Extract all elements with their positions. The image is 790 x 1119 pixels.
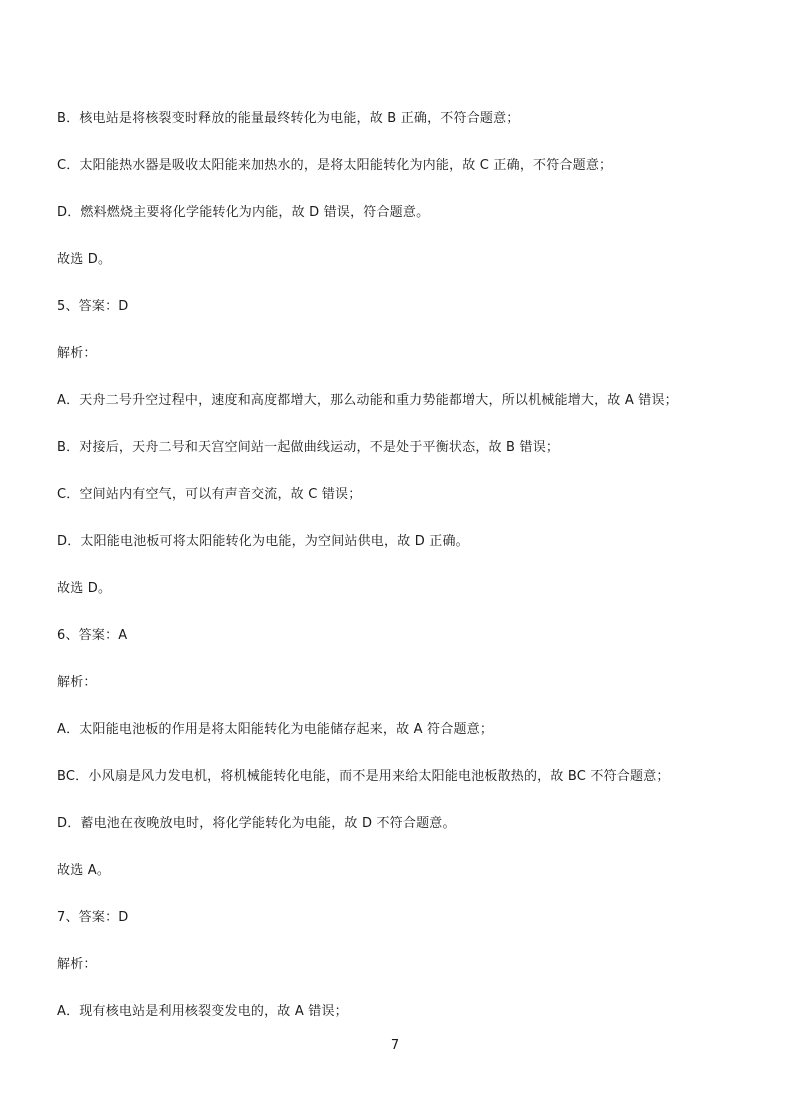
analysis-label: 解析：: [57, 675, 97, 690]
analysis-label: 解析：: [57, 957, 97, 972]
text-line: A．太阳能电池板的作用是将太阳能转化为电能储存起来，故 A 符合题意；: [57, 722, 494, 737]
text-line: B．对接后，天舟二号和天宫空间站一起做曲线运动，不是处于平衡状态，故 B 错误；: [57, 440, 560, 455]
page-number: 7: [390, 1038, 400, 1053]
text-line: 故选 D。: [57, 581, 112, 596]
answer-heading: 5、答案：D: [57, 299, 129, 314]
text-line: B．核电站是将核裂变时释放的能量最终转化为电能，故 B 正确，不符合题意；: [57, 111, 520, 126]
answer-heading: 7、答案：D: [57, 910, 129, 925]
text-line: BC．小风扇是风力发电机，将机械能转化电能，而不是用来给太阳能电池板散热的，故 BC 不符合题意；: [57, 769, 670, 784]
text-line: 故选 D。: [57, 252, 112, 267]
text-line: D．蓄电池在夜晚放电时，将化学能转化为电能，故 D 不符合题意。: [57, 816, 456, 831]
text-line: 故选 A。: [57, 863, 111, 878]
text-line: A．现有核电站是利用核裂变发电的，故 A 错误；: [57, 1004, 348, 1019]
text-line: C．太阳能热水器是吸收太阳能来加热水的，是将太阳能转化为内能，故 C 正确，不符合题意；: [57, 158, 613, 173]
answer-heading: 6、答案：A: [57, 628, 128, 643]
text-line: C．空间站内有空气，可以有声音交流，故 C 错误；: [57, 487, 362, 502]
text-line: D．燃料燃烧主要将化学能转化为内能，故 D 错误，符合题意。: [57, 205, 430, 220]
text-line: A．天舟二号升空过程中，速度和高度都增大，那么动能和重力势能都增大，所以机械能增大，故 A 错误；: [57, 393, 678, 408]
analysis-label: 解析：: [57, 346, 97, 361]
text-line: D．太阳能电池板可将太阳能转化为电能，为空间站供电，故 D 正确。: [57, 534, 469, 549]
